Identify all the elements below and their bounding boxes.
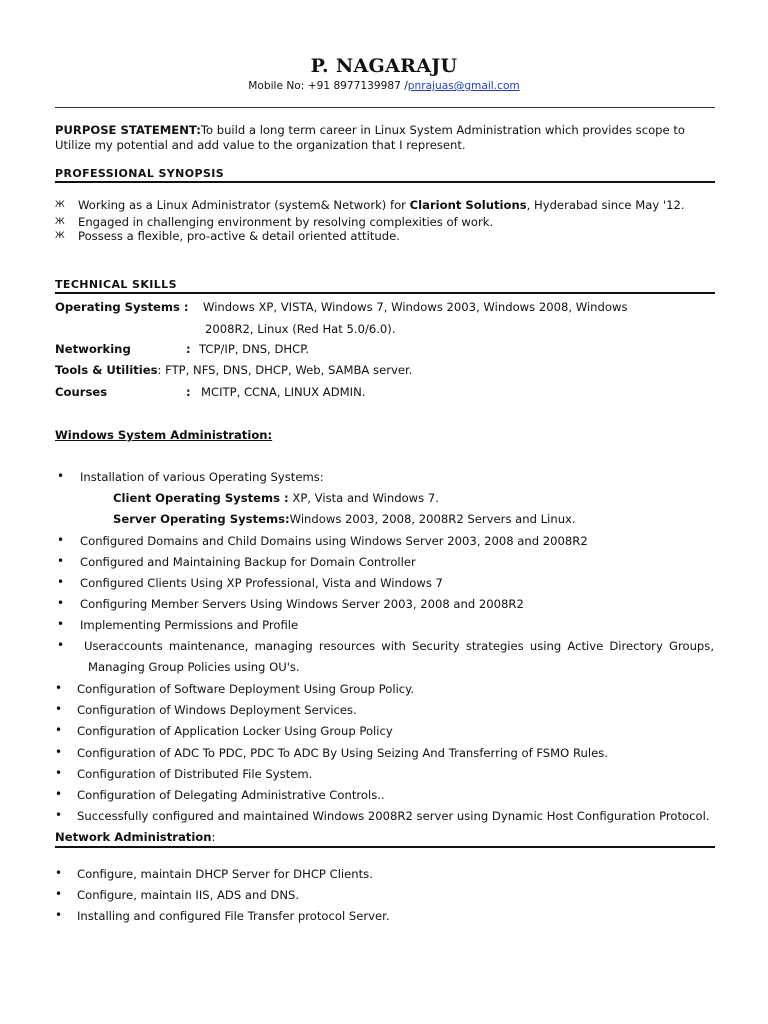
bullet-dot: • bbox=[55, 808, 63, 822]
synopsis-item-1 bbox=[78, 198, 685, 212]
bullet-dot: • bbox=[55, 766, 63, 780]
synopsis-heading: PROFESSIONAL SYNOPSIS bbox=[55, 167, 225, 180]
list-item: Configuring Member Servers Using Windows Server 2003, 2008 and 2008R2 bbox=[80, 597, 524, 611]
purpose-line-1 bbox=[55, 123, 685, 137]
list-item: Configured Domains and Child Domains using Windows Server 2003, 2008 and 2008R2 bbox=[80, 534, 588, 548]
bullet-dot: • bbox=[57, 554, 65, 568]
network-admin-title: Network Administration bbox=[55, 830, 212, 844]
bullet-dot: • bbox=[55, 745, 63, 759]
network-admin-colon: : bbox=[211, 830, 216, 844]
client-os-label: Client Operating Systems : bbox=[113, 491, 289, 505]
install-item: Installation of various Operating Systems: bbox=[80, 470, 324, 484]
list-item: Configuration of Windows Deployment Services. bbox=[77, 703, 357, 717]
list-item: Successfully configured and maintained Windows 2008R2 server using Dynamic Host Configuration Protocol. bbox=[77, 809, 710, 823]
tools-value: : FTP, NFS, DNS, DHCP, Web, SAMBA server. bbox=[157, 363, 413, 377]
os-label: Operating Systems : bbox=[55, 300, 189, 314]
candidate-name: P. NAGARAJU bbox=[310, 55, 458, 77]
list-item: Installing and configured File Transfer protocol Server. bbox=[77, 909, 390, 923]
bullet-dot: • bbox=[55, 887, 63, 901]
purpose-label: PURPOSE STATEMENT: bbox=[55, 123, 201, 137]
synopsis-divider bbox=[55, 181, 715, 183]
network-admin-heading bbox=[55, 830, 215, 844]
synopsis-item-1-tail: , Hyderabad since May '12. bbox=[526, 198, 685, 212]
useraccounts-line-1: Useraccounts maintenance, managing resources with Security strategies using Active Directory Groups, bbox=[84, 639, 714, 653]
list-item: Configuration of Delegating Administrative Controls.. bbox=[77, 788, 385, 802]
skills-heading: TECHNICAL SKILLS bbox=[55, 278, 177, 291]
skills-divider bbox=[55, 292, 715, 294]
bullet-glyph: Ж bbox=[55, 231, 65, 241]
list-item: Configuration of Software Deployment Using Group Policy. bbox=[77, 682, 415, 696]
networking-label: Networking bbox=[55, 342, 131, 356]
list-item: Configured Clients Using XP Professional, Vista and Windows 7 bbox=[80, 576, 443, 590]
synopsis-item-1-text: Working as a Linux Administrator (system& Network) for bbox=[78, 198, 410, 212]
networking-value: TCP/IP, DNS, DHCP. bbox=[199, 342, 310, 356]
bullet-dot: • bbox=[55, 702, 63, 716]
list-item: Configuration of Distributed File System. bbox=[77, 767, 313, 781]
bullet-dot: • bbox=[57, 617, 65, 631]
server-os-line bbox=[113, 512, 576, 526]
company-name: Clariont Solutions bbox=[409, 198, 527, 212]
client-os-value: XP, Vista and Windows 7. bbox=[288, 491, 439, 505]
bullet-dot: • bbox=[57, 469, 65, 483]
bullet-dot: • bbox=[55, 866, 63, 880]
network-divider bbox=[55, 846, 715, 848]
list-item: Configure, maintain IIS, ADS and DNS. bbox=[77, 888, 300, 902]
courses-value: MCITP, CCNA, LINUX ADMIN. bbox=[201, 385, 366, 399]
courses-label: Courses bbox=[55, 385, 108, 399]
contact-line bbox=[0, 80, 768, 92]
email-link[interactable]: pnrajuas@gmail.com bbox=[407, 80, 520, 92]
bullet-dot: • bbox=[57, 575, 65, 589]
client-os-line bbox=[113, 491, 439, 505]
bullet-glyph: Ж bbox=[55, 217, 65, 227]
list-item: Configure, maintain DHCP Server for DHCP Clients. bbox=[77, 867, 373, 881]
server-os-label: Server Operating Systems: bbox=[113, 512, 290, 526]
os-value-1: Windows XP, VISTA, Windows 7, Windows 2003, Windows 2008, Windows bbox=[203, 300, 628, 314]
bullet-dot: • bbox=[55, 723, 63, 737]
synopsis-item-3: Possess a flexible, pro-active & detail oriented attitude. bbox=[78, 229, 400, 243]
courses-colon: : bbox=[186, 385, 191, 399]
mobile-label: Mobile No: bbox=[248, 80, 305, 92]
purpose-text-1: To build a long term career in Linux System Administration which provides scope to bbox=[200, 123, 686, 137]
header-divider bbox=[55, 107, 715, 108]
mobile-number: +91 8977139987 / bbox=[307, 80, 408, 92]
synopsis-item-2: Engaged in challenging environment by resolving complexities of work. bbox=[78, 215, 494, 229]
tools-label: Tools & Utilities bbox=[55, 363, 158, 377]
useraccounts-line-2: Managing Group Policies using OU's. bbox=[88, 660, 300, 674]
list-item: Configuration of Application Locker Using Group Policy bbox=[77, 724, 393, 738]
bullet-dot: • bbox=[57, 638, 65, 652]
bullet-glyph: Ж bbox=[55, 200, 65, 210]
purpose-text-2: Utilize my potential and add value to the organization that I represent. bbox=[55, 138, 466, 152]
os-value-2: 2008R2, Linux (Red Hat 5.0/6.0). bbox=[205, 322, 396, 336]
list-item: Implementing Permissions and Profile bbox=[80, 618, 299, 632]
tools-line bbox=[55, 363, 412, 377]
bullet-dot: • bbox=[55, 908, 63, 922]
bullet-dot: • bbox=[57, 596, 65, 610]
server-os-value: Windows 2003, 2008, 2008R2 Servers and Linux. bbox=[289, 512, 576, 526]
bullet-dot: • bbox=[57, 533, 65, 547]
bullet-dot: • bbox=[55, 681, 63, 695]
list-item: Configured and Maintaining Backup for Domain Controller bbox=[80, 555, 416, 569]
list-item: Configuration of ADC To PDC, PDC To ADC By Using Seizing And Transferring of FSMO Rules. bbox=[77, 746, 608, 760]
bullet-dot: • bbox=[55, 787, 63, 801]
windows-admin-heading: Windows System Administration: bbox=[55, 428, 273, 442]
networking-colon: : bbox=[186, 342, 191, 356]
